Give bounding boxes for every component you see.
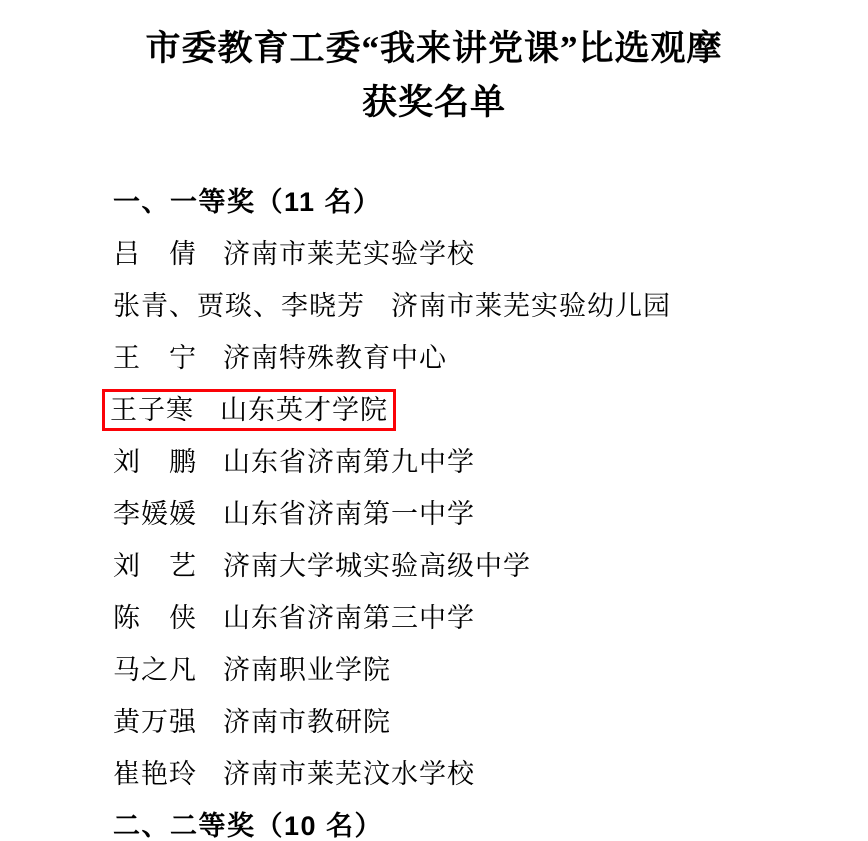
winner-row [113,237,475,271]
award-document [0,22,868,841]
winner-school: 山东英才学院 [220,395,388,425]
section-heading-first-prize: 一、一等奖（11 名） [113,187,382,217]
winner-school: 山东省济南第九中学 [223,447,475,477]
winner-name: 王 宁 [113,343,197,373]
winner-row [113,757,475,791]
winner-name: 张青、贾琰、李晓芳 [113,291,365,321]
winner-school: 济南职业学院 [223,655,391,685]
winner-name: 刘 艺 [113,551,197,581]
winner-row [113,705,391,739]
winner-school: 山东省济南第三中学 [223,603,475,633]
winner-school: 济南大学城实验高级中学 [223,551,531,581]
winner-school: 济南市莱芜实验学校 [223,239,475,269]
winner-name: 李媛媛 [113,499,197,529]
winner-name: 吕 倩 [113,239,197,269]
winner-row [113,549,531,583]
winner-name: 崔艳玲 [113,759,197,789]
winner-name: 黄万强 [113,707,197,737]
winner-school: 山东省济南第一中学 [223,499,475,529]
document-title-line1: 市委教育工委“我来讲党课”比选观摩 [145,29,723,68]
winner-name: 马之凡 [113,655,197,685]
document-title-line2: 获奖名单 [361,83,506,122]
winner-row-highlighted [102,389,396,431]
winner-row [113,341,447,375]
winner-school: 济南市莱芜汶水学校 [223,759,475,789]
winner-school: 济南市莱芜实验幼儿园 [391,291,671,321]
document-body [110,185,868,841]
winner-row [113,653,391,687]
winner-row [113,497,475,531]
winner-school: 济南市教研院 [223,707,391,737]
winner-row [113,601,475,635]
winner-name: 王子寒 [110,395,194,425]
winner-row [113,289,671,323]
section-heading-second-prize: 二、二等奖（10 名） [113,811,384,841]
winner-school: 济南特殊教育中心 [223,343,447,373]
winner-name: 陈 侠 [113,603,197,633]
document-title [0,22,868,130]
winner-row [113,445,475,479]
winner-name: 刘 鹏 [113,447,197,477]
